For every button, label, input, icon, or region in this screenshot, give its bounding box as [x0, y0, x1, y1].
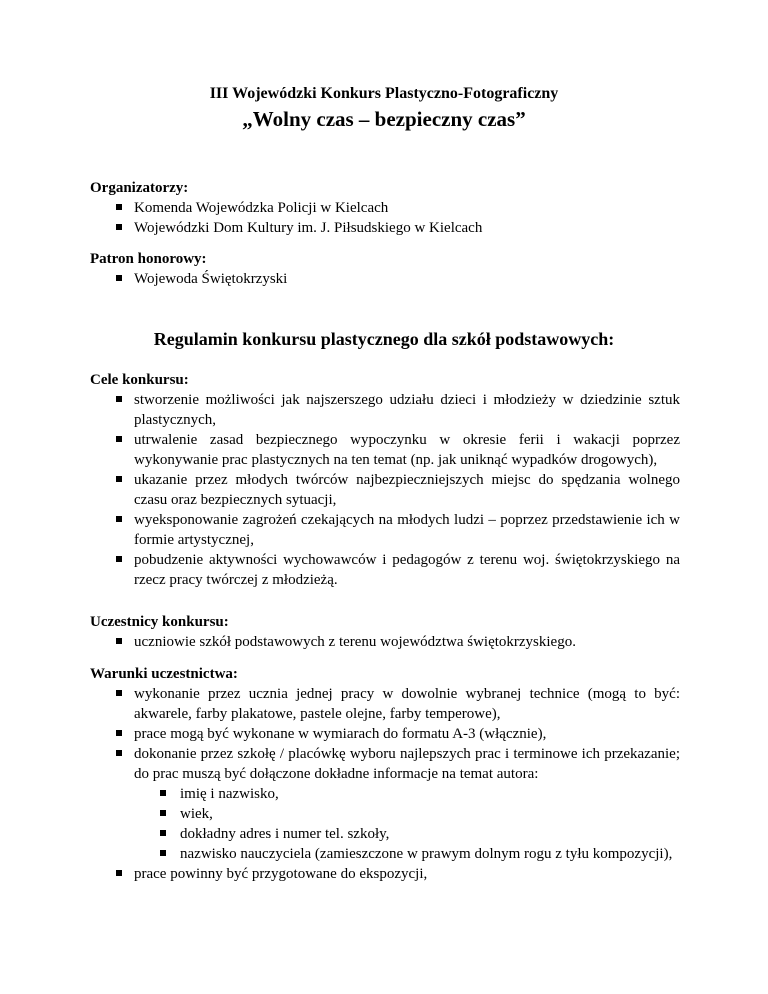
goals-label: Cele konkursu: — [90, 372, 189, 388]
participants-section — [90, 612, 680, 652]
list-item: stworzenie możliwości jak najszerszego udziału dzieci i młodzieży w dziedzinie sztuk plastycznych, — [90, 390, 680, 430]
list-item: dokładny adres i numer tel. szkoły, — [134, 824, 680, 844]
list-item: imię i nazwisko, — [134, 784, 680, 804]
list-item: Komenda Wojewódzka Policji w Kielcach — [90, 198, 680, 218]
goals-list — [90, 390, 680, 590]
author-info-list — [134, 784, 680, 864]
participants-label: Uczestnicy konkursu: — [90, 614, 229, 630]
regulations-heading: Regulamin konkursu plastycznego dla szkół podstawowych: — [153, 329, 615, 349]
list-item: pobudzenie aktywności wychowawców i pedagogów z terenu woj. świętokrzyskiego na rzecz pracy twórczej z młodzieżą. — [90, 550, 680, 590]
list-item: wyeksponowanie zagrożeń czekających na młodych ludzi – poprzez przedstawienie ich w formie artystycznej, — [90, 510, 680, 550]
organizers-list — [90, 198, 680, 238]
list-item: uczniowie szkół podstawowych z terenu województwa świętokrzyskiego. — [90, 632, 680, 652]
list-item: Wojewódzki Dom Kultury im. J. Piłsudskiego w Kielcach — [90, 218, 680, 238]
list-item — [90, 744, 680, 864]
participants-list — [90, 632, 680, 652]
patron-list — [90, 269, 680, 289]
list-item: prace powinny być przygotowane do ekspozycji, — [90, 864, 680, 884]
conditions-list — [90, 684, 680, 884]
conditions-label: Warunki uczestnictwa: — [90, 666, 238, 682]
list-item: ukazanie przez młodych twórców najbezpieczniejszych miejsc do spędzania wolnego czasu oraz bezpiecznych sytuacji, — [90, 470, 680, 510]
organizers-label: Organizatorzy: — [90, 180, 189, 196]
list-item: prace mogą być wykonane w wymiarach do formatu A-3 (włącznie), — [90, 724, 680, 744]
patron-section — [90, 249, 680, 289]
list-item: Wojewoda Świętokrzyski — [90, 269, 680, 289]
goals-section — [90, 370, 680, 590]
list-item-text: dokonanie przez szkołę / placówkę wyboru najlepszych prac i terminowe ich przekazanie; do prac muszą być dołączone dokładne informacje na temat autora: — [134, 746, 680, 782]
conditions-section — [90, 664, 680, 884]
list-item: nazwisko nauczyciela (zamieszczone w prawym dolnym rogu z tyłu kompozycji), — [134, 844, 680, 864]
list-item: utrwalenie zasad bezpiecznego wypoczynku w okresie ferii i wakacji poprzez wykonywanie prac plastycznych na ten temat (np. jak uniknąć wypadków drogowych), — [90, 430, 680, 470]
contest-pre-title: III Wojewódzki Konkurs Plastyczno-Fotograficzny — [209, 85, 559, 102]
list-item: wiek, — [134, 804, 680, 824]
contest-title: „Wolny czas – bezpieczny czas” — [242, 107, 526, 131]
patron-label: Patron honorowy: — [90, 251, 207, 267]
list-item: wykonanie przez ucznia jednej pracy w dowolnie wybranej technice (mogą to być: akwarele, farby plakatowe, pastele olejne, farby temperowe), — [90, 684, 680, 724]
organizers-section — [90, 178, 680, 238]
